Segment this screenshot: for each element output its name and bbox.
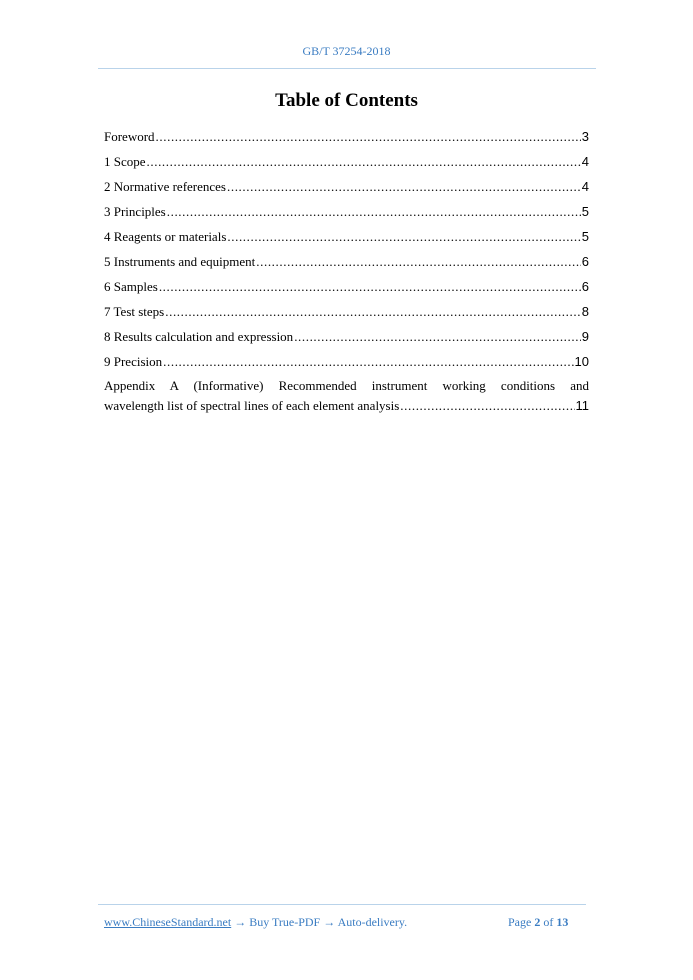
- page-number: [508, 915, 568, 930]
- toc-entry-label: 7 Test steps: [104, 304, 165, 319]
- toc-entry-normative-references[interactable]: [104, 176, 589, 201]
- toc-entry-label: 9 Precision: [104, 354, 163, 369]
- footer-divider: [98, 904, 586, 905]
- toc-entry-page: 11: [575, 398, 589, 413]
- header-divider: [98, 68, 596, 69]
- toc-leader-dots: [400, 396, 574, 416]
- table-of-contents: [104, 126, 589, 416]
- toc-leader-dots: [156, 126, 581, 148]
- toc-entry-label: 5 Instruments and equipment: [104, 254, 256, 269]
- toc-entry-page: 5: [581, 204, 589, 219]
- toc-entry-page: 4: [581, 154, 589, 169]
- running-header: GB/T 37254-2018: [302, 44, 391, 58]
- toc-entry-foreword[interactable]: [104, 126, 589, 151]
- toc-entry-page: 6: [581, 254, 589, 269]
- toc-leader-dots: [163, 351, 573, 373]
- toc-entry-principles[interactable]: [104, 201, 589, 226]
- toc-leader-dots: [256, 251, 580, 273]
- toc-entry-scope[interactable]: [104, 151, 589, 176]
- toc-entry-page: 3: [581, 129, 589, 144]
- toc-leader-dots: [227, 176, 581, 198]
- toc-leader-dots: [147, 151, 581, 173]
- toc-entry-label: 2 Normative references: [104, 179, 226, 194]
- toc-entry-reagents[interactable]: [104, 226, 589, 251]
- toc-entry-page: 5: [581, 229, 589, 244]
- toc-entry-page: 9: [581, 329, 589, 344]
- toc-leader-dots: [227, 226, 580, 248]
- toc-entry-label: 6 Samples: [104, 279, 158, 294]
- toc-entry-test-steps[interactable]: [104, 301, 589, 326]
- toc-leader-dots: [294, 326, 581, 348]
- toc-entry-page: 10: [574, 354, 589, 369]
- toc-entry-label: 4 Reagents or materials: [104, 229, 227, 244]
- toc-entry-instruments[interactable]: [104, 251, 589, 276]
- toc-entry-page: 8: [581, 304, 589, 319]
- footer-promo: [104, 915, 407, 930]
- toc-entry-precision[interactable]: [104, 351, 589, 376]
- page-of: of: [540, 915, 557, 929]
- toc-entry-samples[interactable]: [104, 276, 589, 301]
- toc-entry-page: 4: [581, 179, 589, 194]
- toc-entry-label-line1: Appendix A (Informative) Recommended instrument working conditions and: [104, 378, 589, 393]
- toc-entry-label: Foreword: [104, 129, 155, 144]
- toc-entry-label: 3 Principles: [104, 204, 166, 219]
- toc-entry-label-line2: wavelength list of spectral lines of each element analysis: [104, 398, 400, 413]
- footer-promo-text: → Buy True-PDF → Auto-delivery.: [231, 915, 408, 929]
- page-title: Table of Contents: [275, 90, 418, 111]
- toc-entry-appendix-a[interactable]: [104, 376, 589, 416]
- toc-entry-results[interactable]: [104, 326, 589, 351]
- current-page: 2: [534, 915, 541, 929]
- toc-leader-dots: [165, 301, 581, 323]
- toc-leader-dots: [167, 201, 581, 223]
- toc-entry-label: 1 Scope: [104, 154, 146, 169]
- page-prefix: Page: [508, 915, 535, 929]
- toc-entry-label: 8 Results calculation and expression: [104, 329, 294, 344]
- toc-entry-page: 6: [581, 279, 589, 294]
- toc-leader-dots: [159, 276, 581, 298]
- chinesestandard-link[interactable]: www.ChineseStandard.net: [104, 915, 232, 929]
- total-pages: 13: [556, 915, 569, 929]
